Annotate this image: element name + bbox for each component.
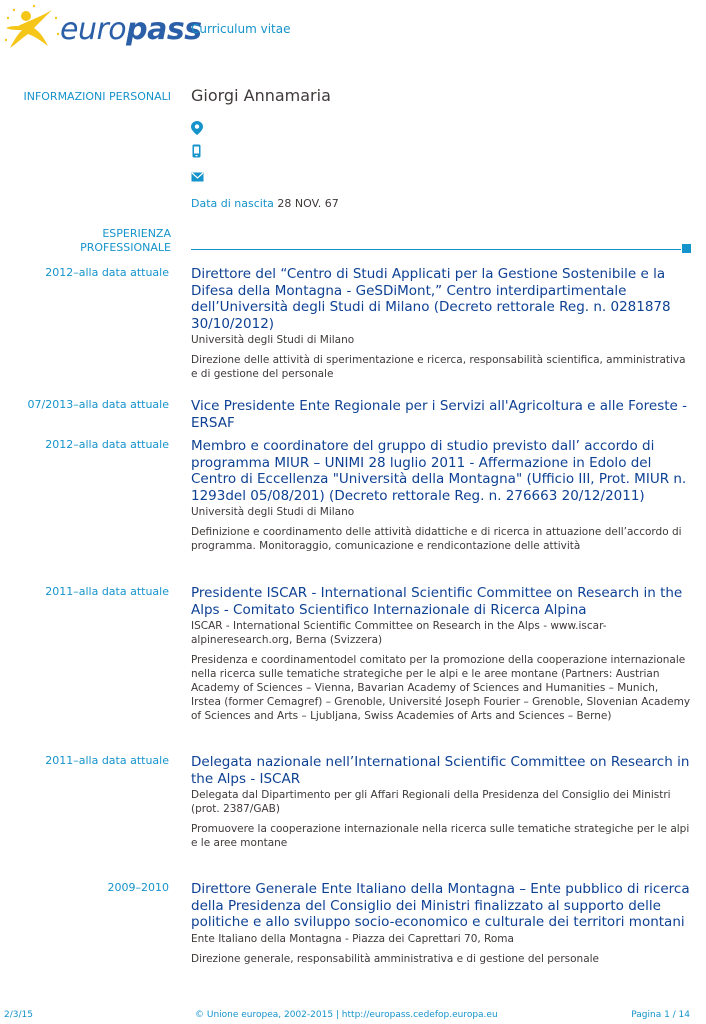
personal-info-section-label: INFORMAZIONI PERSONALI: [23, 90, 171, 103]
birth-date: [191, 197, 339, 210]
entry-description: Presidenza e coordinamentodel comitato per la promozione della cooperazione internazionale nella ricerca sulle tematiche strategiche per le alpi e le aree montane (Partners: Austrian Academy of Sciences – Vienna, Bavarian Academy of Sciences and Humanities – Munich, Irstea (former Cemagref) – Grenoble, Université Joseph Fourier – Grenoble, Slovenian Academy of Sciences and Arts – Ljubljana, Swiss Academies of Arts and Sciences – Berne): [191, 654, 691, 722]
entry-description: Direzione generale, responsabilità amministrativa e di gestione del personale: [191, 952, 600, 965]
entry-organization: ISCAR - International Scientific Committee on Research in the Alps - www.iscar-alpineresearch.org, Berna (Svizzera): [191, 620, 607, 646]
entry-title: Membro e coordinatore del gruppo di studio previsto dall’ accordo di programma MIUR – UNIMI 28 luglio 2011 - Affermazione in Edolo del Centro di Eccellenza "Università della Montagna" (Ufficio III, Prot. MIUR n. 1293del 05/08/201) (Decreto rettorale Reg. n. 276663 20/12/2011): [191, 438, 687, 504]
entry-description: Direzione delle attività di sperimentazione e ricerca, responsabilità scientifica, amministrativa e di gestione del personale: [191, 354, 686, 380]
footer-page-number: Pagina 1 / 14: [631, 1010, 690, 1020]
entry-description: Definizione e coordinamento delle attività didattiche e di ricerca in attuazione dell’accordo di programma. Monitoraggio, comunicazione e rendicontazione delle attività: [191, 526, 682, 552]
page-header: [0, 0, 706, 60]
section-marker: [682, 244, 691, 253]
entry-description: Promuovere la cooperazione internazionale nella ricerca sulle tematiche strategiche per le alpi e le aree montane: [191, 823, 690, 849]
entry-date: 2012–alla data attuale: [45, 266, 169, 279]
entry-date: 2011–alla data attuale: [45, 754, 169, 767]
experience-section-label: ESPERIENZA PROFESSIONALE: [80, 227, 171, 254]
entry-organization: Università degli Studi di Milano: [191, 334, 355, 346]
entry-organization: Università degli Studi di Milano: [191, 506, 355, 518]
footer-date: 2/3/15: [4, 1010, 33, 1020]
entry-title: Delegata nazionale nell’International Scientific Committee on Research in the Alps - ISCAR: [191, 754, 690, 787]
birth-date-label: Data di nascita: [191, 197, 274, 210]
entry-title: Presidente ISCAR - International Scientific Committee on Research in the Alps - Comitato Scientifico Internazionale di Ricerca Alpina: [191, 585, 683, 618]
birth-date-value: 28 NOV. 67: [277, 197, 339, 210]
location-pin-icon: [191, 120, 203, 139]
entry-date: 2012–alla data attuale: [45, 438, 169, 451]
envelope-icon: [191, 167, 204, 186]
entry-organization: Ente Italiano della Montagna - Piazza dei Caprettari 70, Roma: [191, 932, 514, 945]
logo-wordmark: europass: [60, 12, 202, 47]
document-title: Curriculum vitae: [191, 22, 291, 36]
entry-date: 07/2013–alla data attuale: [27, 398, 169, 411]
mobile-phone-icon: [191, 143, 203, 162]
entry-title: Direttore Generale Ente Italiano della Montagna – Ente pubblico di ricerca della Presidenza del Consiglio dei Ministri finalizzato al supporto delle politiche e allo sviluppo socio-economico e culturale dei territori montani: [191, 881, 690, 930]
europass-logo: [4, 4, 202, 52]
person-name: Giorgi Annamaria: [191, 86, 331, 105]
entry-title: Direttore del “Centro di Studi Applicati per la Gestione Sostenibile e la Difesa della Montagna - GeSDiMont,” Centro interdipartimentale dell’Università degli Studi di Milano (Decreto rettorale Reg. n. 0281878 30/10/2012): [191, 266, 671, 332]
section-divider: [191, 249, 681, 250]
entry-date: 2011–alla data attuale: [45, 585, 169, 598]
entry-title: Vice Presidente Ente Regionale per i Servizi all'Agricoltura e alle Foreste - ERSAF: [191, 398, 687, 431]
entry-organization: Delegata dal Dipartimento per gli Affari Regionali della Presidenza del Consiglio dei Ministri (prot. 2387/GAB): [191, 789, 671, 815]
entry-date: 2009–2010: [107, 881, 169, 894]
footer-copyright-link[interactable]: © Unione europea, 2002-2015 | http://europass.cedefop.europa.eu: [195, 1010, 498, 1020]
